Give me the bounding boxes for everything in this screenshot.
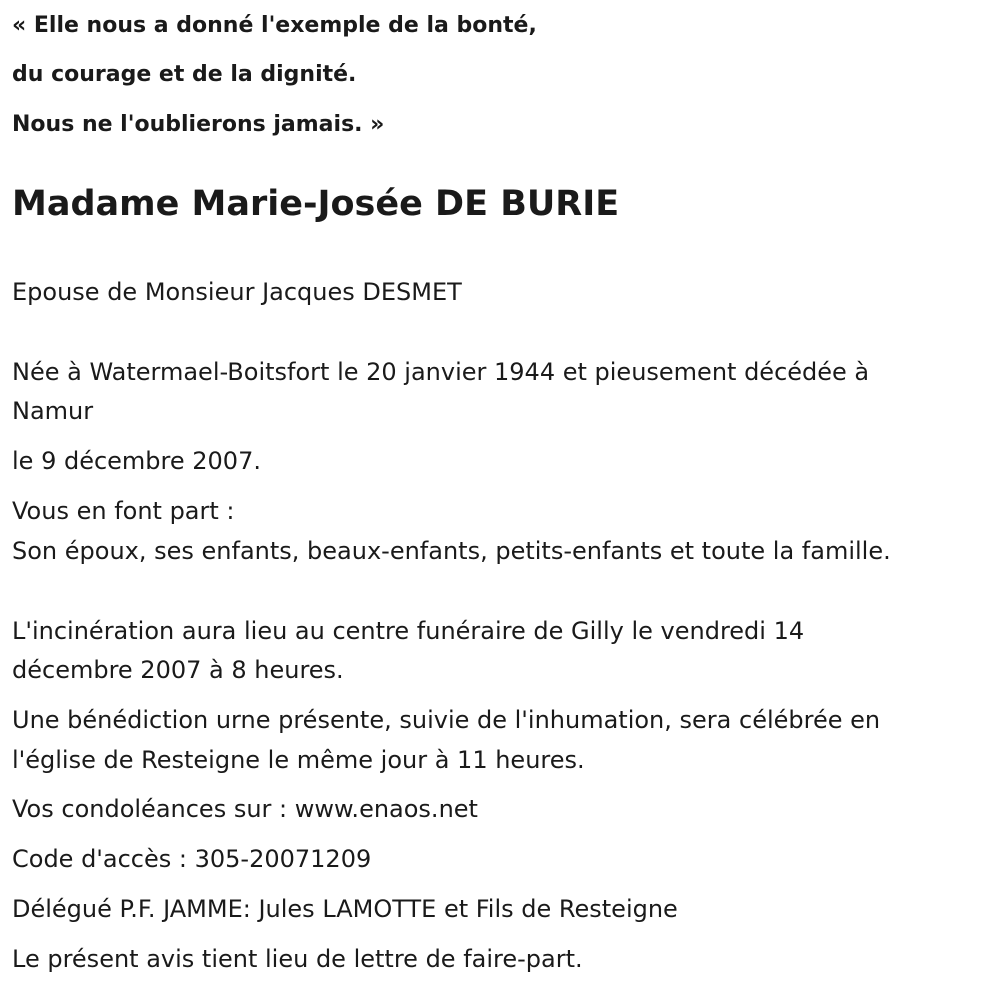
deceased-name-title: Madame Marie-Josée DE BURIE (12, 184, 620, 224)
spouse-line: Epouse de Monsieur Jacques DESMET (12, 278, 462, 306)
birth-death-line-1: Née à Watermael-Boitsfort le 20 janvier 1944 et pieusement décédée à (12, 358, 870, 386)
announce-intro: Vous en font part : (12, 497, 235, 525)
benediction-line-1: Une bénédiction urne présente, suivie de l'inhumation, sera célébrée en (12, 706, 881, 734)
death-date-line: le 9 décembre 2007. (12, 447, 261, 475)
birth-death-line-2: Namur (12, 397, 94, 425)
announce-family: Son époux, ses enfants, beaux-enfants, petits-enfants et toute la famille. (12, 537, 891, 565)
quote-line-1: « Elle nous a donné l'exemple de la bonté, (12, 13, 537, 38)
condolences-line: Vos condoléances sur : www.enaos.net (12, 795, 478, 823)
access-code-line: Code d'accès : 305-20071209 (12, 845, 372, 873)
incineration-line-1: L'incinération aura lieu au centre funéraire de Gilly le vendredi 14 (12, 617, 805, 645)
quote-line-2: du courage et de la dignité. (12, 62, 357, 87)
quote-line-3: Nous ne l'oublierons jamais. » (12, 112, 385, 137)
benediction-line-2: l'église de Resteigne le même jour à 11 heures. (12, 746, 585, 774)
incineration-line-2: décembre 2007 à 8 heures. (12, 656, 344, 684)
delegate-line: Délégué P.F. JAMME: Jules LAMOTTE et Fils de Resteigne (12, 895, 678, 923)
closing-line: Le présent avis tient lieu de lettre de faire-part. (12, 945, 583, 973)
